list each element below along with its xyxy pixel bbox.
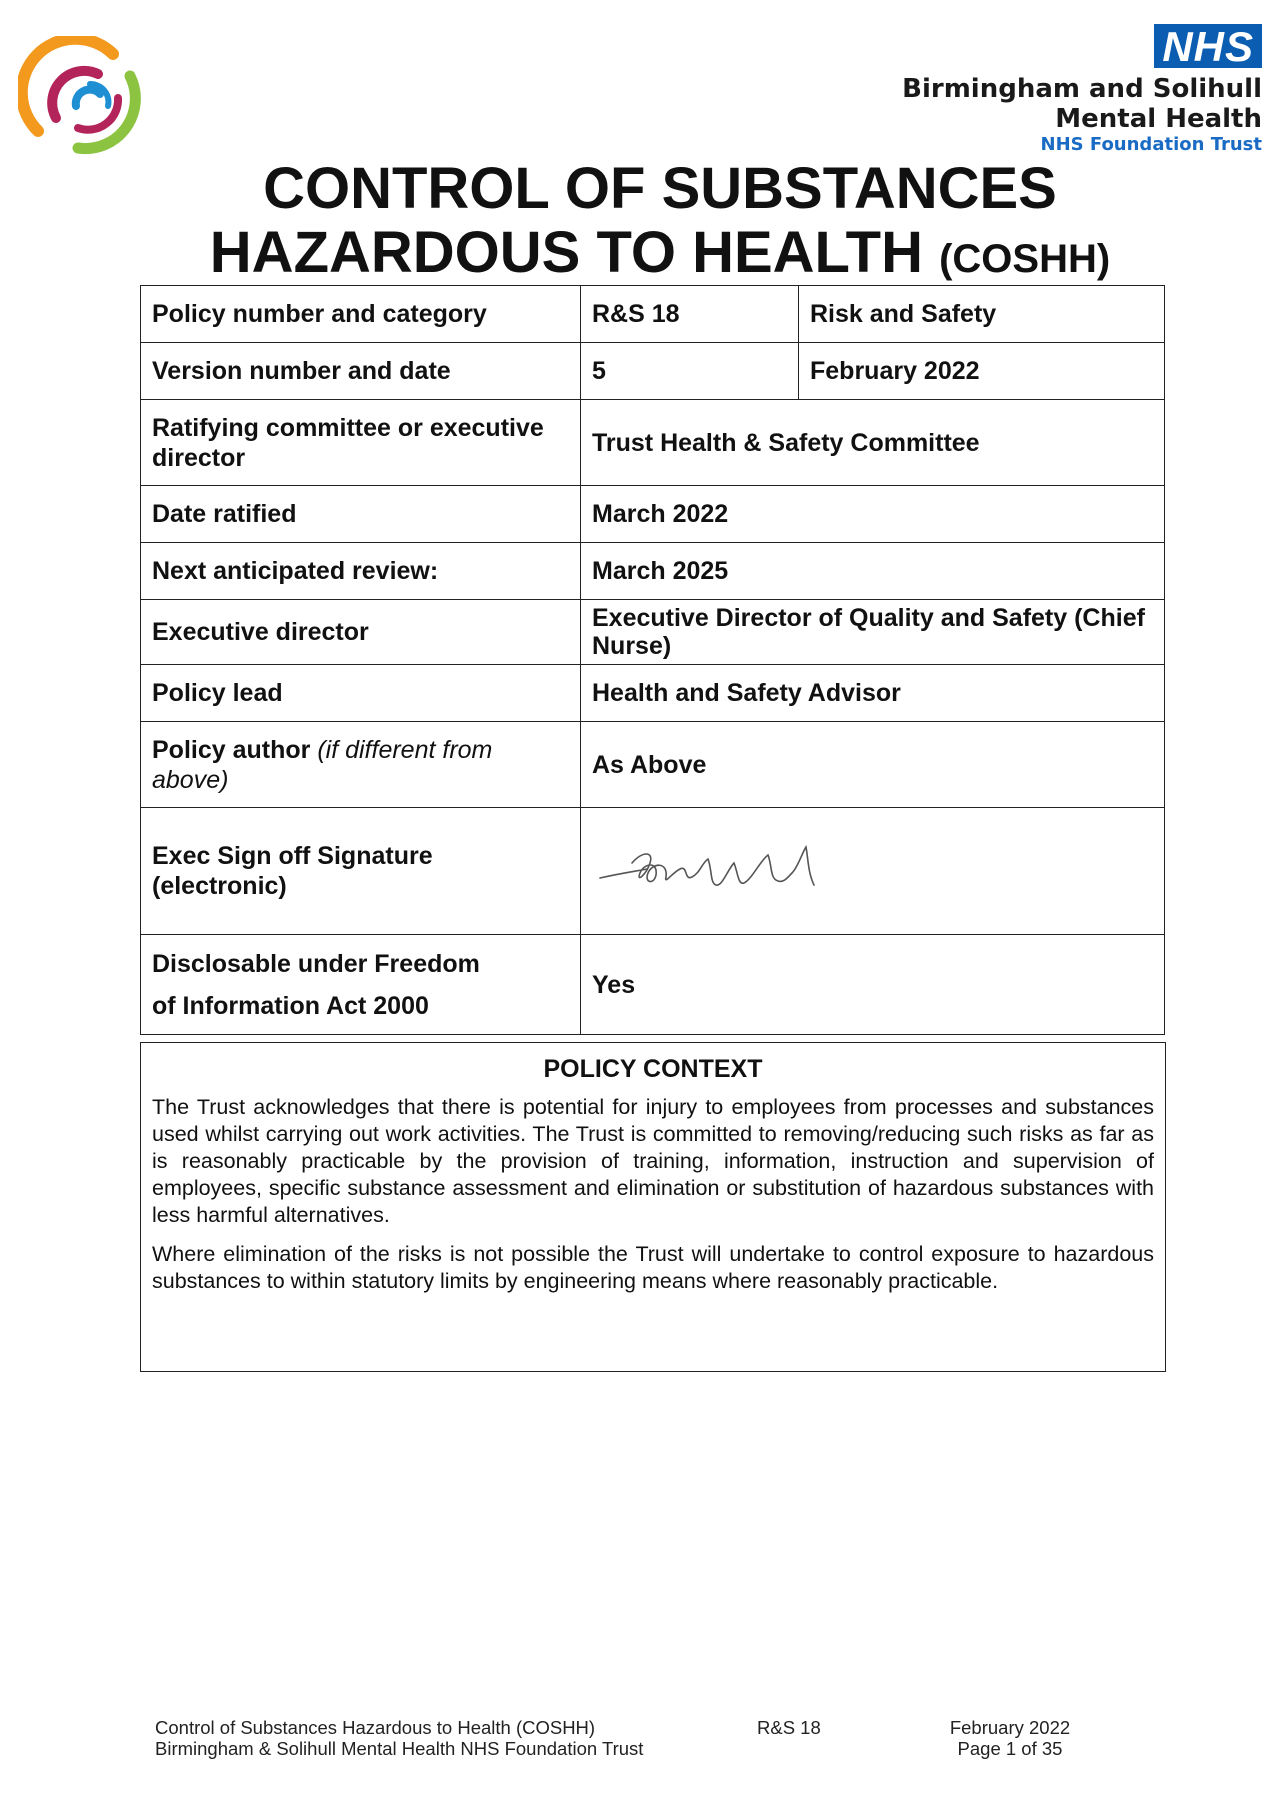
ratifying-label: Ratifying committee or executive director <box>141 400 581 486</box>
table-row <box>141 722 1165 808</box>
signature-label: Exec Sign off Signature (electronic) <box>141 808 581 935</box>
organisation-header <box>902 24 1262 156</box>
table-row <box>141 286 1165 343</box>
policy-context-paragraph-1: The Trust acknowledges that there is potential for injury to employees from processes and substances used whilst carrying out work activities. The Trust is committed to removing/reducing such risks as far as is reasonably practicable by the provision of training, information, instruction and supervision of employees, specific substance assessment and elimination or substitution of hazardous substances with less harmful alternatives. <box>152 1095 1154 1227</box>
footer-middle <box>757 1717 821 1738</box>
policy-lead-value: Health and Safety Advisor <box>581 665 1165 722</box>
org-name-line2: Mental Health <box>1055 104 1262 134</box>
footer-ref: R&S 18 <box>757 1717 821 1738</box>
version-value: 5 <box>581 343 799 400</box>
next-review-label: Next anticipated review: <box>141 543 581 600</box>
policy-author-label: Policy author <box>152 735 311 764</box>
policy-author-value: As Above <box>581 722 1165 808</box>
footer-date: February 2022 <box>949 1717 1071 1738</box>
title-suffix: (COSHH) <box>939 237 1111 281</box>
footer-org: Birmingham & Solihull Mental Health NHS Foundation Trust <box>155 1738 644 1759</box>
footer-left <box>155 1717 643 1759</box>
policy-context-paragraph-2: Where elimination of the risks is not possible the Trust will undertake to control exposure to hazardous substances to within statutory limits by engineering means where reasonably practicable. <box>152 1242 1154 1293</box>
version-date: February 2022 <box>799 343 1165 400</box>
policy-context-box <box>140 1042 1166 1372</box>
nhs-logo: NHS <box>1154 24 1262 68</box>
handwritten-signature-icon <box>592 833 852 903</box>
table-row <box>141 935 1165 1035</box>
swirl-logo-icon <box>18 36 153 156</box>
footer-doc-title: Control of Substances Hazardous to Health (COSHH) <box>155 1717 596 1738</box>
foi-value: Yes <box>581 935 1165 1035</box>
exec-director-value: Executive Director of Quality and Safety (Chief Nurse) <box>581 600 1165 665</box>
policy-author-cell <box>141 722 581 808</box>
footer-page: Page 1 of 35 <box>957 1738 1063 1759</box>
policy-lead-label: Policy lead <box>141 665 581 722</box>
table-row <box>141 543 1165 600</box>
table-row <box>141 486 1165 543</box>
policy-category-value: Risk and Safety <box>799 286 1165 343</box>
title-line2-main: HAZARDOUS TO HEALTH <box>209 220 923 285</box>
policy-number-label: Policy number and category <box>141 286 581 343</box>
foi-label-line2: of Information Act 2000 <box>152 991 429 1020</box>
table-row <box>141 343 1165 400</box>
next-review-value: March 2025 <box>581 543 1165 600</box>
signature-cell <box>581 808 1165 935</box>
table-row <box>141 808 1165 935</box>
title-line1: CONTROL OF SUBSTANCES <box>263 156 1057 221</box>
footer-right <box>945 1717 1075 1759</box>
policy-metadata-table <box>140 285 1165 1035</box>
policy-number-value: R&S 18 <box>581 286 799 343</box>
title-line2 <box>0 221 1280 291</box>
table-row <box>141 665 1165 722</box>
table-row <box>141 600 1165 665</box>
exec-director-label: Executive director <box>141 600 581 665</box>
org-name-line3: NHS Foundation Trust <box>1040 134 1262 155</box>
date-ratified-label: Date ratified <box>141 486 581 543</box>
policy-author-note: (if different from above) <box>152 735 493 794</box>
table-row <box>141 400 1165 486</box>
version-label: Version number and date <box>141 343 581 400</box>
policy-context-heading: POLICY CONTEXT <box>543 1055 763 1083</box>
ratifying-value: Trust Health & Safety Committee <box>581 400 1165 486</box>
org-name-line1: Birmingham and Solihull <box>902 74 1262 104</box>
date-ratified-value: March 2022 <box>581 486 1165 543</box>
document-title <box>0 157 1280 291</box>
foi-label-line1: Disclosable under Freedom <box>152 949 480 978</box>
foi-label <box>141 935 581 1035</box>
